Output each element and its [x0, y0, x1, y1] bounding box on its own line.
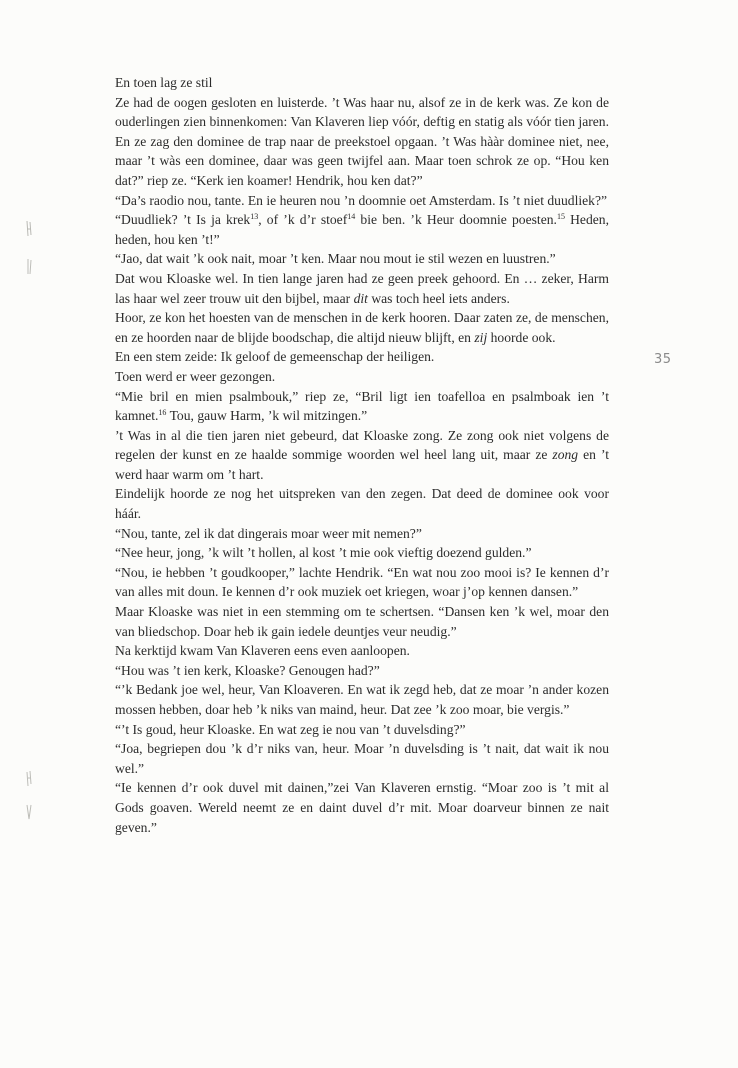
- footnote-ref: 14: [347, 212, 356, 222]
- paragraph: [115, 680, 609, 719]
- text-run: “Duudliek? ’t Is ja krek: [115, 212, 251, 228]
- paragraph: [115, 602, 609, 641]
- footnote-ref: 15: [556, 212, 565, 222]
- text-run: bie ben. ’k Heur doomnie poesten.: [355, 212, 557, 228]
- text-run: Na kerktijd kwam Van Klaveren eens even aanloopen.: [115, 643, 410, 659]
- text-run: “Hou was ’t ien kerk, Kloaske? Genougen had?”: [115, 662, 380, 678]
- text-run: “Da’s raodio nou, tante. En ie heuren nou ’n doomnie oet Amsterdam. Is ’t niet duudliek?”: [115, 192, 608, 208]
- margin-mark-1: [25, 220, 33, 238]
- paragraph: [115, 641, 609, 661]
- text-run: “Mie bril en mien psalmbouk,” riep ze, “Bril ligt ien toafelloa en psalmboak ien ’t kamnet.: [115, 388, 609, 424]
- paragraph: [115, 191, 609, 211]
- text-run: “’k Bedank joe wel, heur, Van Kloaveren. En wat ik zegd heb, dat ze moar ’n ander kozen mossen hebben, doar heb ’k niks van maind, heur. Dat zee ’k zoo moar, bie vergis.”: [115, 682, 609, 717]
- emphasis: zong: [552, 447, 579, 463]
- paragraph: [115, 563, 609, 602]
- paragraph: [115, 367, 609, 387]
- paragraph: [115, 524, 609, 544]
- paragraph: [115, 661, 609, 681]
- text-run: Eindelijk hoorde ze nog het uitspreken van den zegen. Dat deed de dominee ook voor háár.: [115, 486, 609, 522]
- paragraph: [115, 484, 609, 523]
- text-run: en ’t werd haar warm om ’t hart.: [115, 447, 610, 482]
- text-run: hoorde ook.: [487, 329, 556, 345]
- text-run: “’t Is goud, heur Kloaske. En wat zeg ie nou van ’t duvelsding?”: [115, 721, 466, 737]
- text-run: En toen lag ze stil: [115, 75, 213, 90]
- margin-mark-2: [25, 258, 33, 276]
- text-run: Hoor, ze kon het hoesten van de menschen in de kerk hooren. Daar zaten ze, de menschen, en ze hoorden naar de blijde boodschap, die altijd nieuw blijft, en: [115, 310, 609, 345]
- text-run: En een stem zeide: Ik geloof de gemeenschap der heiligen.: [115, 349, 435, 365]
- text-run: “Nee heur, jong, ’k wilt ’t hollen, al kost ’t mie ook vieftig doezend gulden.”: [115, 545, 532, 561]
- paragraph: [115, 720, 609, 740]
- text-run: Heden, heden, hou ken ’t!”: [115, 212, 609, 247]
- text-run: Dat wou Kloaske wel. In tien lange jaren had ze geen preek gehoord. En … zeker, Harm las haar wel zeer trouw uit den bijbel, maar: [115, 270, 609, 306]
- text-run: was toch heel iets anders.: [367, 290, 510, 306]
- footnote-ref: 13: [250, 212, 259, 222]
- text-run: , of ’k d’r stoef: [258, 212, 348, 228]
- text-run: “Jao, dat wait ’k ook nait, moar ’t ken. Maar nou mout ie stil wezen en luustren.”: [115, 251, 556, 267]
- text-run: Toen werd er weer gezongen.: [115, 368, 276, 384]
- margin-mark-3: [25, 770, 33, 788]
- paragraph: [115, 426, 609, 485]
- paragraph: [115, 308, 609, 347]
- paragraph: [115, 73, 609, 93]
- text-run: ’t Was in al die tien jaren niet gebeurd, dat Kloaske zong. Ze zong ook niet volgens de regelen der kunst en ze haalde sommige woorden wel heel lang uit, maar ze: [115, 427, 609, 463]
- paragraph: [115, 347, 609, 367]
- text-run: Ze had de oogen gesloten en luisterde. ’t Was haar nu, alsof ze in de kerk was. Ze kon de ouderlingen zien binnenkomen: Van Klaveren liep vóór, deftig en statig als vóór tien jaren. En ze zag den dominee de trap naar de preekstoel opgaan. ’t Was hààr dominee niet, nee, maar ’t wàs een dominee, daar was geen twijfel aan. Maar toen schrok ze op. “Hou ken dat?” riep ze. “Kerk ien koamer! Hendrik, hou ken dat?”: [115, 94, 609, 188]
- paragraph: [115, 210, 609, 249]
- margin-mark-4: [25, 803, 33, 821]
- footnote-ref: 16: [158, 408, 167, 418]
- paragraph: [115, 387, 609, 426]
- paragraph: [115, 93, 609, 191]
- body-text: [115, 73, 609, 837]
- emphasis: zij: [474, 329, 488, 345]
- paragraph: [115, 778, 609, 837]
- paragraph: [115, 739, 609, 778]
- page-number: 35: [654, 352, 672, 367]
- emphasis: dit: [353, 290, 368, 306]
- text-run: Maar Kloaske was niet in een stemming om te schertsen. “Dansen ken ’k wel, moar den van bliedschop. Doar heb ik gain iedele deuntjes veur neudig.”: [115, 604, 609, 639]
- text-run: “Ie kennen d’r ook duvel mit dainen,”zei Van Klaveren ernstig. “Moar zoo is ’t mit al Gods goaven. Wereld neemt ze en daint duvel d’r mit. Moar doarveur binnen ze nait geven.”: [115, 780, 609, 835]
- paragraph: [115, 543, 609, 563]
- text-run: “Nou, ie hebben ’t goudkooper,” lachte Hendrik. “En wat nou zoo mooi is? Ie kennen d’r van alles mit doun. Ie kennen d’r ook muziek oet kriegen, woar j’op kennen dansen.”: [115, 564, 609, 600]
- text-run: Tou, gauw Harm, ’k wil mitzingen.”: [166, 408, 368, 424]
- paragraph: [115, 269, 609, 308]
- text-run: “Nou, tante, zel ik dat dingerais moar weer mit nemen?”: [115, 525, 422, 541]
- paragraph: [115, 249, 609, 269]
- text-run: “Joa, begriepen dou ’k d’r niks van, heur. Moar ’n duvelsding is ’t nait, dat wait ik nou wel.”: [115, 741, 609, 776]
